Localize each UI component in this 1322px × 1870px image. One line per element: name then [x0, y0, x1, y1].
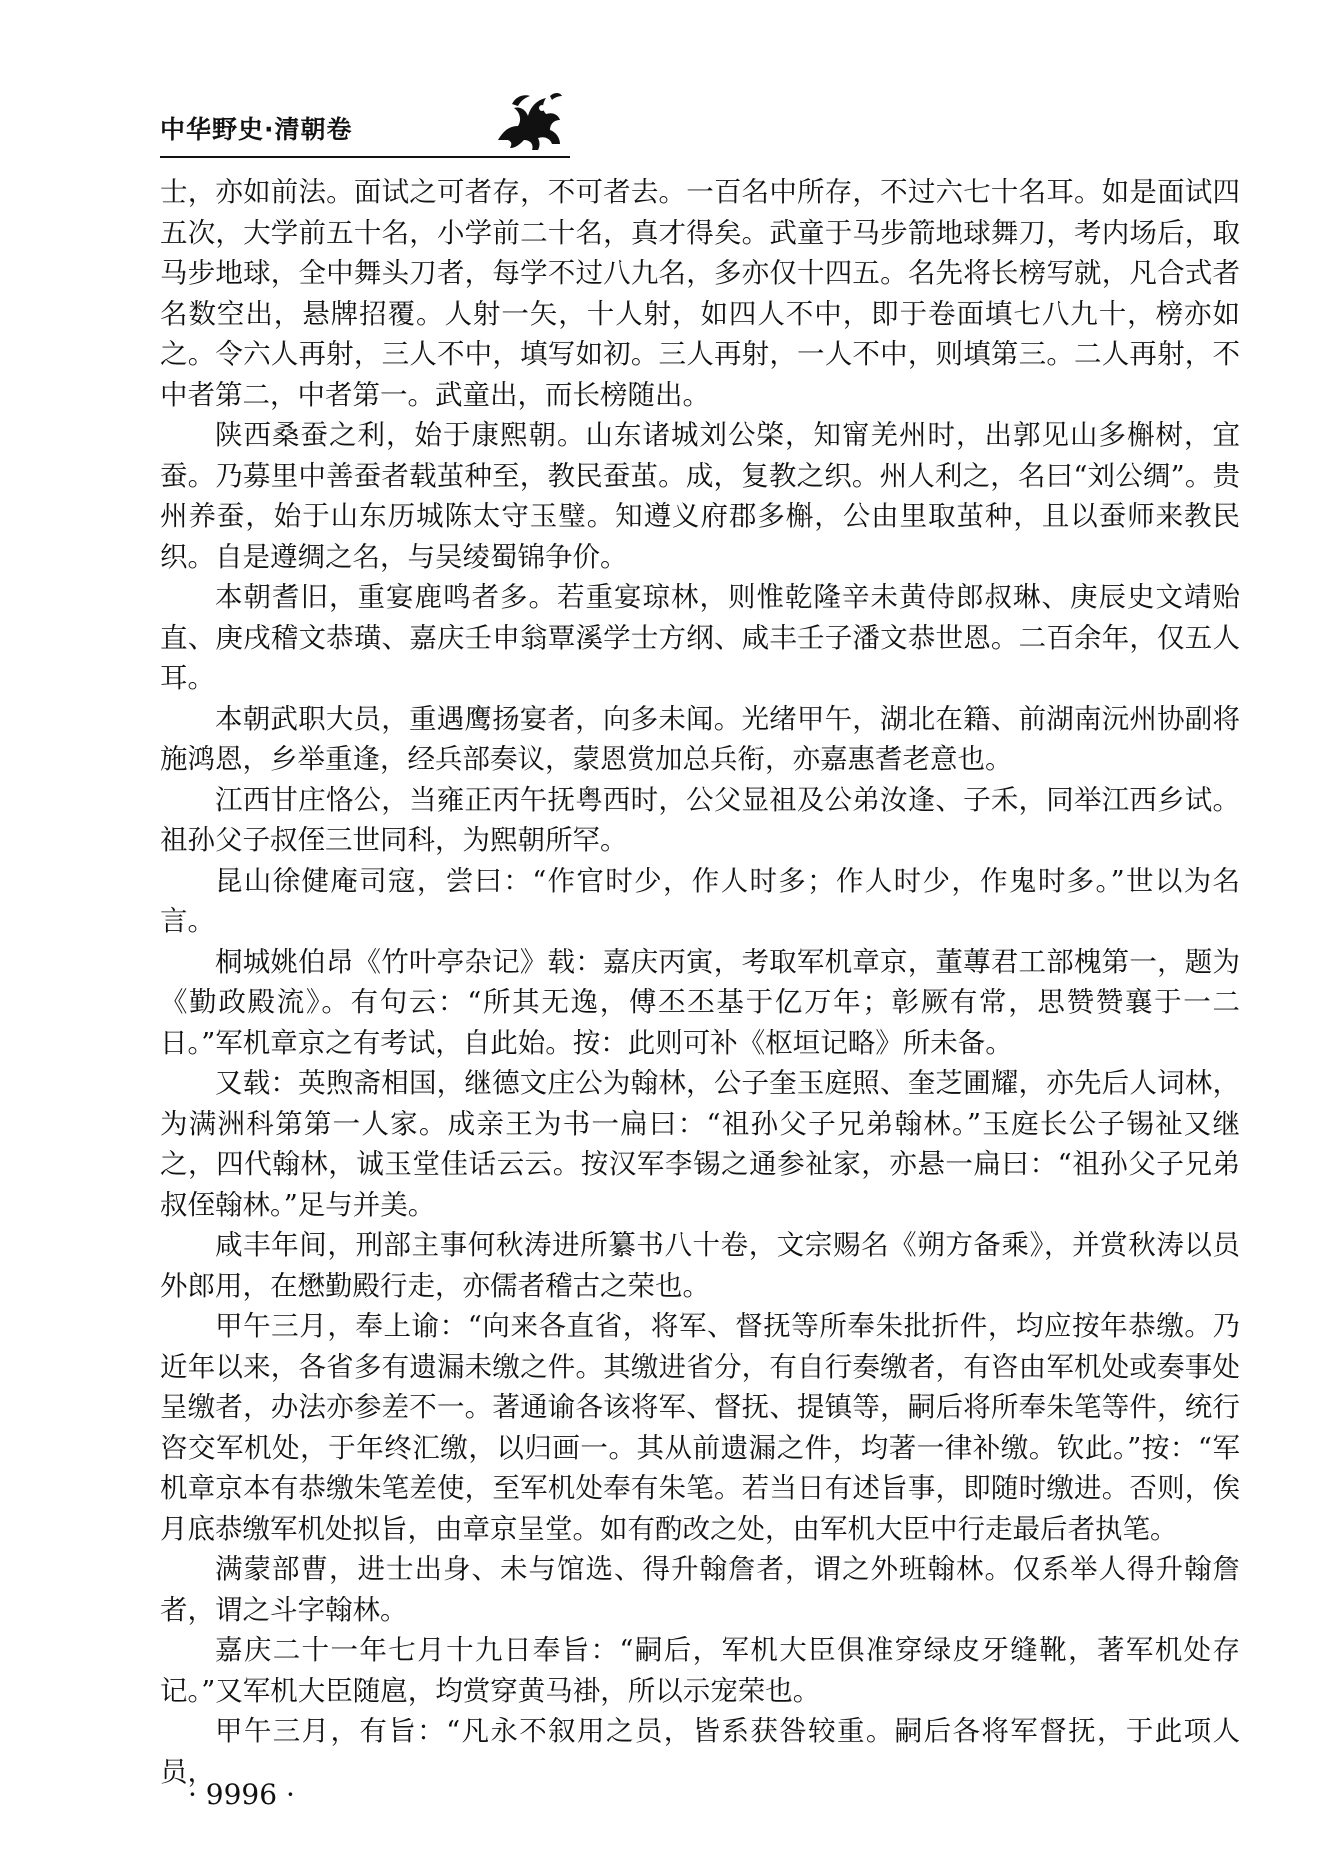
paragraph-4: 本朝武职大员，重遇鹰扬宴者，向多未闻。光绪甲午，湖北在籍、前湖南沅州协副将施鸿恩，乡举重逢，经兵部奏议，蒙恩赏加总兵衔，亦嘉惠耆老意也。	[160, 702, 1240, 775]
paragraph-12: 嘉庆二十一年七月十九日奉旨：“嗣后，军机大臣俱准穿绿皮牙缝靴，著军机处存记。”又军机大臣随扈，均赏穿黄马褂，所以示宠荣也。	[160, 1634, 1240, 1707]
page-number: · 9996 ·	[188, 1778, 295, 1811]
paragraph-6: 昆山徐健庵司寇，尝曰：“作官时少，作人时多；作人时少，作鬼时多。”世以为名言。	[160, 864, 1240, 937]
body-text	[160, 172, 1240, 1792]
paragraph-8: 又载：英煦斋相国，继德文庄公为翰林，公子奎玉庭照、奎芝圃耀，亦先后人词林，为满洲科第第一人家。成亲王为书一扁曰：“祖孙父子兄弟翰林。”玉庭长公子锡祉又继之，四代翰林，诚玉堂佳话云云。按汉军李锡之通参祉家，亦悬一扁曰：“祖孙父子兄弟叔侄翰林。”足与并美。	[160, 1067, 1240, 1221]
paragraph-9: 咸丰年间，刑部主事何秋涛进所纂书八十卷，文宗赐名《朔方备乘》，并赏秋涛以员外郎用，在懋勤殿行走，亦儒者稽古之荣也。	[160, 1229, 1240, 1302]
paragraph-13: 甲午三月，有旨：“凡永不叙用之员，皆系获咎较重。嗣后各将军督抚，于此项人员，	[160, 1715, 1240, 1788]
running-header	[160, 96, 570, 160]
paragraph-7: 桐城姚伯昂《竹叶亭杂记》载：嘉庆丙寅，考取军机章京，董蓴君工部槐第一，题为《勤政殿流》。有句云：“所其无逸，傅丕丕基于亿万年；彰厥有常，思赞赞襄于一二日。”军机章京之有考试，自此始。按：此则可补《枢垣记略》所未备。	[160, 945, 1240, 1059]
paragraph-11: 满蒙部曹，进士出身、未与馆选、得升翰詹者，谓之外班翰林。仅系举人得升翰詹者，谓之斗字翰林。	[160, 1553, 1240, 1626]
paragraph-1: 士，亦如前法。面试之可者存，不可者去。一百名中所存，不过六七十名耳。如是面试四五次，大学前五十名，小学前二十名，真才得矣。武童于马步箭地球舞刀，考内场后，取马步地球，全中舞头刀者，每学不过八九名，多亦仅十四五。名先将长榜写就，凡合式者名数空出，悬牌招覆。人射一矢，十人射，如四人不中，即于卷面填七八九十，榜亦如之。令六人再射，三人不中，填写如初。三人再射，一人不中，则填第三。二人再射，不中者第二，中者第一。武童出，而长榜随出。	[160, 176, 1240, 411]
header-rule	[160, 156, 570, 158]
paragraph-3: 本朝耆旧，重宴鹿鸣者多。若重宴琼林，则惟乾隆辛未黄侍郎叔琳、庚辰史文靖贻直、庚戌稽文恭璜、嘉庆壬申翁覃溪学士方纲、咸丰壬子潘文恭世恩。二百余年，仅五人耳。	[160, 581, 1240, 694]
book-title: 中华野史·清朝卷	[160, 115, 353, 144]
paragraph-10: 甲午三月，奉上谕：“向来各直省，将军、督抚等所奉朱批折件，均应按年恭缴。乃近年以来，各省多有遗漏未缴之件。其缴进省分，有自行奏缴者，有咨由军机处或奏事处呈缴者，办法亦参差不一。著通谕各该将军、督抚、提镇等，嗣后将所奉朱笔等件，统行咨交军机处，于年终汇缴，以归画一。其从前遗漏之件，均著一律补缴。钦此。”按：“军机章京本有恭缴朱笔差使，至军机处奉有朱笔。若当日有述旨事，即随时缴进。否则，俟月底恭缴军机处拟旨，由章京呈堂。如有酌改之处，由军机大臣中行走最后者执笔。	[160, 1310, 1240, 1545]
paragraph-2: 陕西桑蚕之利，始于康熙朝。山东诸城刘公棨，知甯羌州时，出郭见山多槲树，宜蚕。乃募里中善蚕者载茧种至，教民蚕茧。成，复教之织。州人利之，名曰“刘公绸”。贵州养蚕，始于山东历城陈太守玉璧。知遵义府郡多槲，公由里取茧种，且以蚕师来教民织。自是遵绸之名，与吴绫蜀锦争价。	[160, 419, 1240, 573]
paragraph-5: 江西甘庄恪公，当雍正丙午抚粤西时，公父显祖及公弟汝逢、子禾，同举江西乡试。祖孙父子叔侄三世同科，为熙朝所罕。	[160, 783, 1240, 856]
dragon-emblem-icon	[490, 90, 564, 152]
